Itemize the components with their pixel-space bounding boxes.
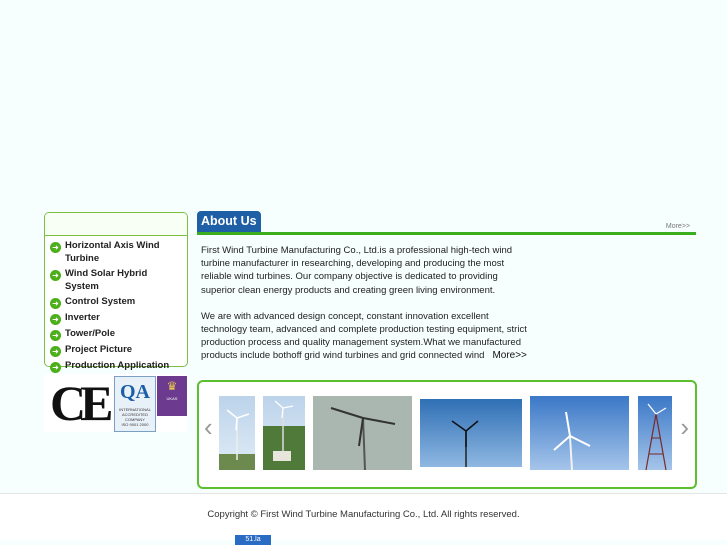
sidebar-item-horizontal-axis-wind-turbine[interactable] xyxy=(50,240,187,265)
sidebar-item-inverter[interactable] xyxy=(50,312,187,325)
qa-international-logo xyxy=(114,376,156,432)
footer xyxy=(0,493,727,540)
about-us-text xyxy=(201,244,531,376)
more-link-small[interactable]: More>> xyxy=(665,223,690,230)
copyright-text: Copyright © First Wind Turbine Manufacturing Co., Ltd. All rights reserved. xyxy=(207,509,520,520)
header-banner xyxy=(0,0,727,205)
wind-turbine-photo[interactable] xyxy=(638,396,672,470)
about-paragraph-2 xyxy=(201,310,531,363)
sidebar-item-label: Inverter xyxy=(65,312,100,323)
sidebar-item-tower-pole[interactable] xyxy=(50,328,187,341)
wind-turbine-photo[interactable] xyxy=(263,396,305,470)
product-category-sidebar xyxy=(44,212,188,372)
sidebar-item-label: Tower/Pole xyxy=(65,328,115,339)
arrow-right-icon: ➜ xyxy=(50,314,61,325)
sidebar-item-production-application[interactable] xyxy=(50,360,187,373)
arrow-right-icon: ➜ xyxy=(50,330,61,341)
about-paragraph-2-text: We are with advanced design concept, constant innovation excellent technology team, advanced and complete production testing equipment, strict production process and quality management system.What we manufactured products include bothoff grid wind turbines and grid connected wind xyxy=(201,310,527,362)
product-photo-carousel xyxy=(197,380,697,489)
category-list xyxy=(45,236,187,373)
arrow-right-icon: ➜ xyxy=(50,270,61,281)
sidebar-item-label: Production Application xyxy=(65,360,170,371)
ce-mark-logo: CE xyxy=(50,375,108,431)
wind-turbine-photo[interactable] xyxy=(530,396,629,470)
sidebar-item-wind-solar-hybrid-system[interactable] xyxy=(50,268,187,293)
wind-turbine-photo[interactable] xyxy=(420,399,522,467)
arrow-right-icon: ➜ xyxy=(50,362,61,373)
crown-icon: ♛ xyxy=(166,379,178,393)
about-paragraph-1: First Wind Turbine Manufacturing Co., Ltd.is a professional high-tech wind turbine manufacturer in researching, developing and producing the most reliable wind turbines. Our company objective is dedicated to providing superior clean energy products and creating green living environment. xyxy=(201,245,513,296)
qa-line2: ACCREDITED COMPANY xyxy=(121,412,148,422)
chevron-left-icon[interactable]: ‹ xyxy=(204,412,213,442)
sidebar-item-label: Wind Solar Hybrid System xyxy=(65,268,148,292)
more-link[interactable]: More>> xyxy=(492,350,527,362)
qa-line1: INTERNATIONAL xyxy=(119,407,151,412)
qa-letters: QA xyxy=(120,381,150,403)
sidebar-item-control-system[interactable] xyxy=(50,296,187,309)
chevron-right-icon[interactable]: › xyxy=(680,412,689,442)
visitor-counter-badge[interactable]: 51.la xyxy=(235,535,271,545)
wind-turbine-photo[interactable] xyxy=(219,396,255,470)
ukas-label: UKAS xyxy=(166,396,178,401)
ukas-logo xyxy=(157,376,187,416)
sidebar-item-label: Control System xyxy=(65,296,136,307)
qa-line3: ISO 9001 2000 xyxy=(121,422,149,427)
sidebar-header xyxy=(45,213,187,236)
arrow-right-icon: ➜ xyxy=(50,242,61,253)
arrow-right-icon: ➜ xyxy=(50,346,61,357)
certification-logos xyxy=(44,374,187,432)
sidebar-item-project-picture[interactable] xyxy=(50,344,187,357)
section-divider xyxy=(197,232,696,235)
sidebar-item-label: Horizontal Axis Wind Turbine xyxy=(65,240,160,264)
arrow-right-icon: ➜ xyxy=(50,298,61,309)
wind-turbine-photo[interactable] xyxy=(313,396,412,470)
sidebar-item-label: Project Picture xyxy=(65,344,133,355)
about-us-title: About Us xyxy=(197,211,261,232)
about-us-section xyxy=(197,211,696,362)
